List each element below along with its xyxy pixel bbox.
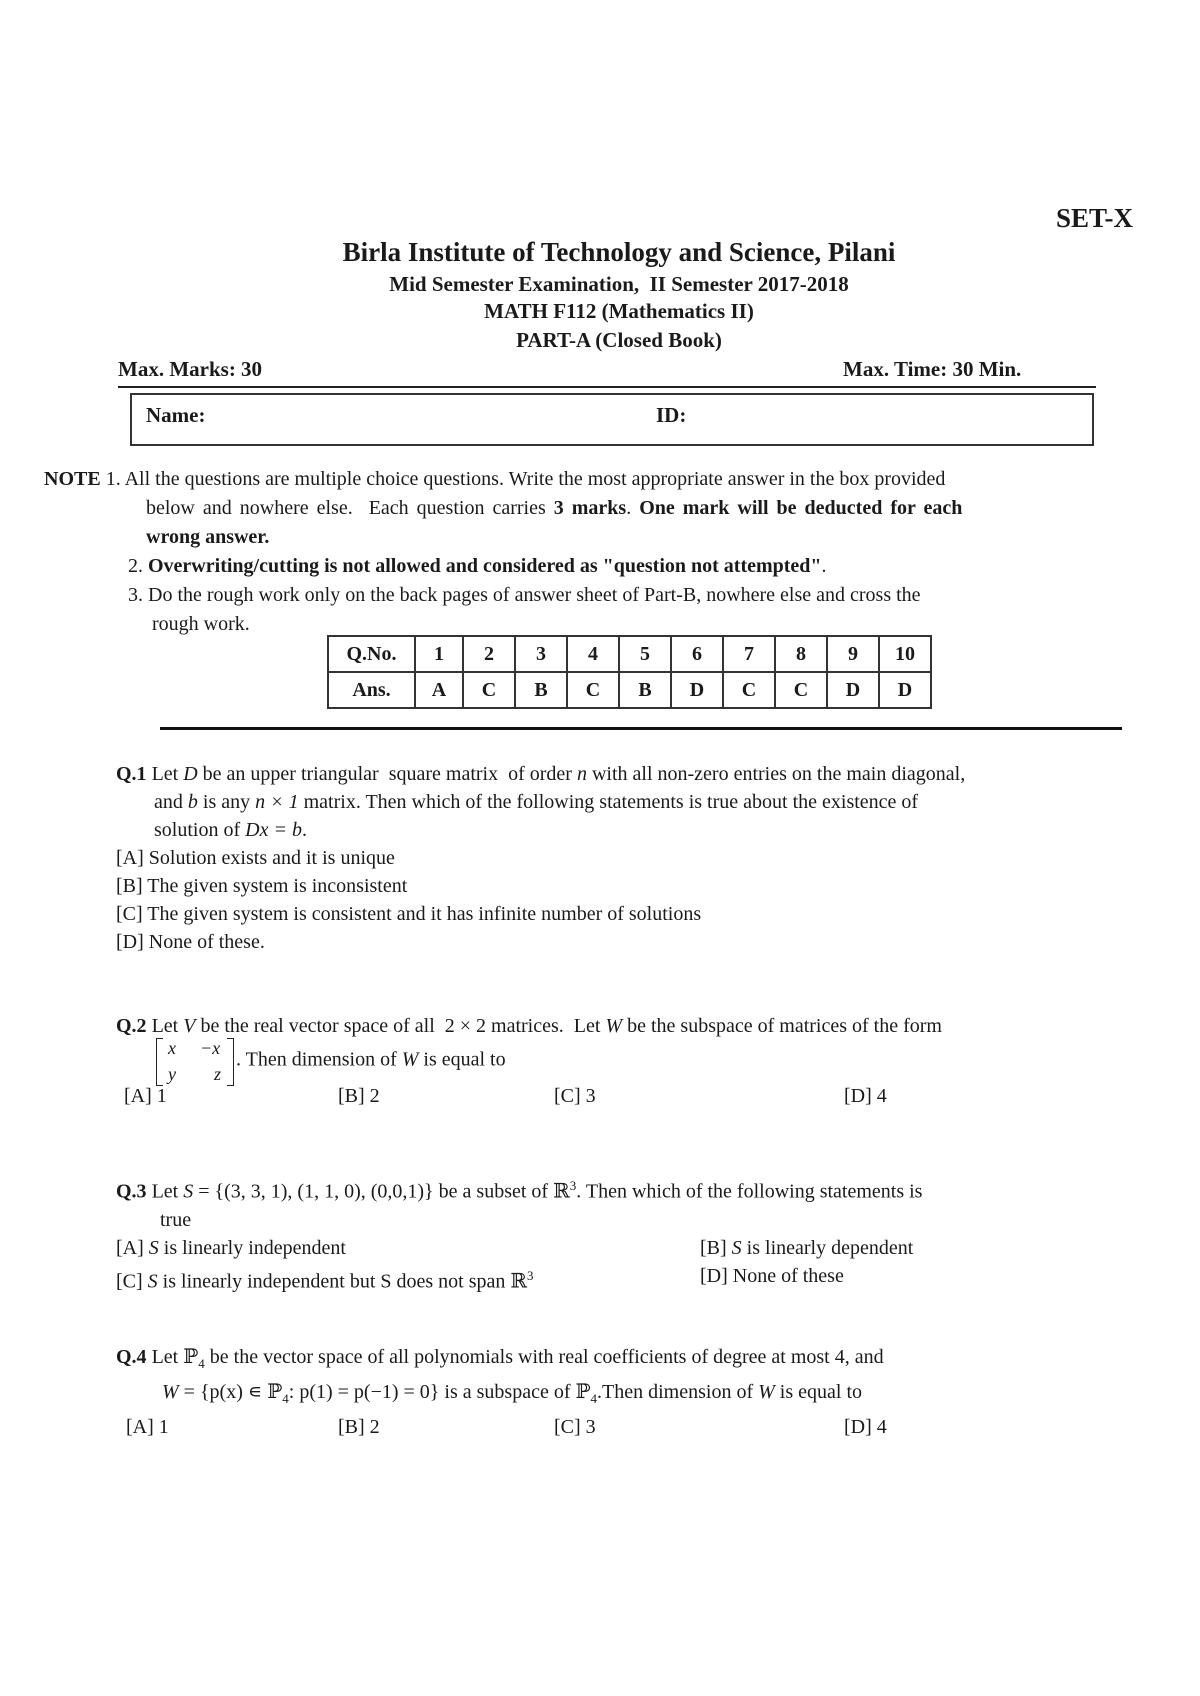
option-tag: [A]: [124, 1085, 152, 1107]
q3-var: S: [183, 1180, 194, 1203]
q1-var: n: [576, 763, 587, 785]
q2-option-b[interactable]: [338, 1082, 380, 1110]
q1-option-d[interactable]: [116, 928, 1126, 956]
q4-option-c[interactable]: [554, 1413, 596, 1441]
option-text: 1: [153, 1416, 169, 1438]
q3-line-2: true: [160, 1208, 192, 1231]
qno-cell: 8: [775, 636, 827, 672]
q4-sub: 4: [590, 1391, 598, 1406]
exam-title: Mid Semester Examination, II Semester 2017-2018: [389, 272, 849, 296]
matrix-entry: z: [214, 1064, 222, 1084]
q2-label: Q.2: [116, 1015, 147, 1037]
option-tag: [A]: [116, 1236, 144, 1259]
q4-option-a[interactable]: [126, 1413, 169, 1441]
question-1: [116, 760, 1126, 956]
option-tag: [D]: [844, 1416, 872, 1438]
header-divider: [118, 386, 1096, 388]
q2-var: V: [183, 1015, 196, 1037]
option-text: 4: [871, 1416, 887, 1438]
q3-option-d[interactable]: [700, 1262, 844, 1290]
option-text: is linearly independent but S does not span ℝ: [157, 1270, 528, 1293]
q3-option-c[interactable]: [116, 1262, 534, 1296]
question-2: [116, 1012, 1126, 1110]
id-label: ID:: [656, 403, 687, 427]
q3-option-a[interactable]: [116, 1234, 346, 1262]
q3-text: Let: [146, 1180, 184, 1203]
note-1-text-a: 1. All the questions are multiple choice questions. Write the most appropriate answer in the box provided: [105, 468, 946, 490]
option-tag: [D]: [844, 1085, 872, 1107]
q4-text: is a subspace of ℙ: [439, 1381, 591, 1403]
q1-text: .: [301, 819, 307, 841]
option-tag: [D]: [116, 931, 144, 953]
qno-cell: 7: [723, 636, 775, 672]
name-label: Name:: [146, 403, 206, 427]
answer-cell[interactable]: C: [723, 672, 775, 708]
q1-text: is any: [197, 791, 256, 813]
option-text: The given system is inconsistent: [142, 875, 408, 897]
q3-sup: 3: [569, 1178, 577, 1193]
q3-text: be a subset of ℝ: [433, 1180, 570, 1203]
set-label: SET-X: [1055, 203, 1133, 233]
q4-label: Q.4: [116, 1346, 147, 1368]
option-text: 1: [151, 1085, 167, 1107]
q3-set: = {(3, 3, 1), (1, 1, 0), (0,0,1)}: [193, 1180, 434, 1203]
q4-set: = {p(x) ∊ ℙ: [178, 1381, 283, 1403]
q1-line-1: [116, 760, 1126, 788]
institute-title: Birla Institute of Technology and Science, Pilani: [342, 237, 896, 267]
option-tag: [D]: [700, 1264, 728, 1287]
q4-option-d[interactable]: [844, 1413, 887, 1441]
qno-cell: 6: [671, 636, 723, 672]
qno-cell: 9: [827, 636, 879, 672]
q2-text: be the subspace of matrices of the form: [622, 1015, 942, 1037]
q4-text: .Then dimension of: [597, 1381, 759, 1403]
matrix-right-bracket: [227, 1038, 234, 1086]
option-text: 3: [580, 1416, 596, 1438]
q1-option-b[interactable]: [116, 872, 1126, 900]
q4-sub: 4: [282, 1391, 289, 1406]
qno-cell: 5: [619, 636, 671, 672]
q2-option-a[interactable]: [124, 1082, 167, 1110]
note-1-sep: .: [626, 497, 640, 519]
option-text: None of these: [727, 1264, 844, 1287]
course-title: MATH F112 (Mathematics II): [484, 299, 754, 323]
q1-line-3: [116, 816, 1126, 844]
option-text: 2: [364, 1085, 380, 1107]
q2-var: W: [605, 1015, 623, 1037]
qno-cell: 3: [515, 636, 567, 672]
note-block: [44, 465, 1124, 639]
option-tag: [C]: [116, 903, 143, 925]
option-tag: [A]: [116, 847, 144, 869]
option-text: None of these.: [143, 931, 265, 953]
q4-var: W: [758, 1381, 775, 1403]
answer-key-table: [327, 635, 932, 709]
max-marks: Max. Marks: 30: [118, 357, 263, 381]
option-tag: [C]: [554, 1085, 581, 1107]
note-2-text: Overwriting/cutting is not allowed and considered as "question not attempted": [148, 555, 822, 577]
answer-cell[interactable]: B: [515, 672, 567, 708]
option-tag: [A]: [126, 1416, 154, 1438]
q2-options: [116, 1082, 1126, 1110]
q1-var: b: [187, 791, 198, 813]
option-tag: [B]: [338, 1085, 365, 1107]
option-tag: [B]: [116, 875, 143, 897]
option-var: S: [731, 1236, 742, 1259]
q1-text: solution of: [154, 819, 246, 841]
option-var: S: [148, 1236, 159, 1259]
note-1-text-b: below and nowhere else. Each question carries: [146, 497, 554, 519]
qno-cell: 10: [879, 636, 931, 672]
question-3: [116, 1172, 1126, 1293]
q2-line-2: [116, 1036, 1126, 1086]
q4-option-b[interactable]: [338, 1413, 380, 1441]
q1-text: Let: [146, 763, 184, 785]
q3-option-b[interactable]: [700, 1234, 913, 1262]
student-info-box[interactable]: [130, 393, 1094, 446]
q4-options: [116, 1413, 1126, 1441]
answer-cell[interactable]: D: [879, 672, 931, 708]
answer-key-question-row: [328, 636, 931, 672]
option-text: 3: [580, 1085, 596, 1107]
q1-text: with all non-zero entries on the main diagonal,: [586, 763, 966, 785]
option-text: 4: [871, 1085, 887, 1107]
q1-label: Q.1: [116, 763, 147, 785]
q2-text: is equal to: [418, 1048, 506, 1071]
qno-cell: 1: [415, 636, 463, 672]
question-4: [116, 1343, 1126, 1441]
q2-option-c[interactable]: [554, 1082, 596, 1110]
answer-key-answer-row: [328, 672, 931, 708]
max-time: Max. Time: 30 Min.: [843, 357, 1022, 381]
q4-sub: 4: [198, 1356, 205, 1371]
q2-text: . Then dimension of: [236, 1048, 402, 1071]
q1-line-2: [116, 788, 1126, 816]
option-text: The given system is consistent and it has infinite number of solutions: [142, 903, 702, 925]
note-line-6: rough work.: [152, 613, 250, 635]
q4-text: be the vector space of all polynomials with real coefficients of degree at most 4, and: [204, 1346, 884, 1368]
q1-text: and: [154, 791, 188, 813]
answer-cell[interactable]: D: [671, 672, 723, 708]
q2-text: Let: [146, 1015, 184, 1037]
note-line-3: wrong answer.: [146, 526, 270, 548]
q1-var: D: [183, 763, 198, 785]
q1-option-a[interactable]: [116, 844, 1126, 872]
q1-option-c[interactable]: [116, 900, 1126, 928]
q2-option-d[interactable]: [844, 1082, 887, 1110]
answer-cell[interactable]: D: [827, 672, 879, 708]
option-tag: [B]: [700, 1236, 727, 1259]
q4-line-1: [116, 1343, 1126, 1378]
section-divider: [160, 727, 1122, 730]
part-title: PART-A (Closed Book): [516, 328, 722, 352]
answer-cell[interactable]: C: [463, 672, 515, 708]
answer-cell[interactable]: B: [619, 672, 671, 708]
qno-cell: 4: [567, 636, 619, 672]
answer-cell[interactable]: C: [775, 672, 827, 708]
q3-options: [116, 1234, 1126, 1293]
answer-cell[interactable]: C: [567, 672, 619, 708]
option-text: is linearly dependent: [741, 1236, 914, 1259]
note-line-5: 3. Do the rough work only on the back pages of answer sheet of Part-B, nowhere else and cross the: [128, 584, 921, 606]
note-line-1: [44, 465, 1124, 494]
q1-text: matrix. Then which of the following statements is true about the existence of: [298, 791, 919, 813]
option-sup: 3: [527, 1267, 534, 1283]
qno-header: Q.No.: [328, 636, 415, 672]
qno-cell: 2: [463, 636, 515, 672]
q4-set: : p(1) = p(−1) = 0}: [288, 1381, 440, 1403]
q3-label: Q.3: [116, 1180, 147, 1203]
matrix-entry: −x: [200, 1038, 221, 1058]
q2-matrix: [156, 1036, 234, 1086]
q4-var: W: [162, 1381, 179, 1403]
q1-text: be an upper triangular square matrix of order: [197, 763, 577, 785]
note-2-end: .: [821, 555, 827, 577]
answer-cell[interactable]: A: [415, 672, 463, 708]
q4-text: is equal to: [774, 1381, 863, 1403]
option-tag: [B]: [338, 1416, 365, 1438]
q4-line-2: [116, 1378, 1126, 1413]
ans-header: Ans.: [328, 672, 415, 708]
q1-equation: Dx = b: [245, 819, 302, 841]
option-text: Solution exists and it is unique: [143, 847, 395, 869]
note-1-deduct: One mark will be deducted for each: [639, 497, 963, 519]
note-1-marks: 3 marks: [553, 497, 627, 519]
matrix-left-bracket: [156, 1038, 163, 1086]
note-2-num: 2.: [128, 555, 148, 577]
q2-text: be the real vector space of all 2 × 2 matrices. Let: [195, 1015, 606, 1037]
option-tag: [C]: [116, 1270, 143, 1293]
note-label: NOTE: [44, 468, 101, 490]
q3-line-1: [116, 1172, 1126, 1206]
option-var: S: [147, 1270, 158, 1293]
note-line-2: [44, 494, 1124, 523]
option-tag: [C]: [554, 1416, 581, 1438]
option-text: 2: [364, 1416, 380, 1438]
note-line-4: [44, 552, 1124, 581]
q4-text: Let ℙ: [146, 1346, 199, 1368]
matrix-entry: y: [168, 1064, 176, 1084]
q1-dim: n × 1: [255, 791, 299, 813]
option-text: is linearly independent: [158, 1236, 346, 1259]
matrix-entry: x: [168, 1038, 176, 1058]
q2-var: W: [401, 1048, 419, 1071]
q3-text: . Then which of the following statements is: [576, 1180, 923, 1203]
